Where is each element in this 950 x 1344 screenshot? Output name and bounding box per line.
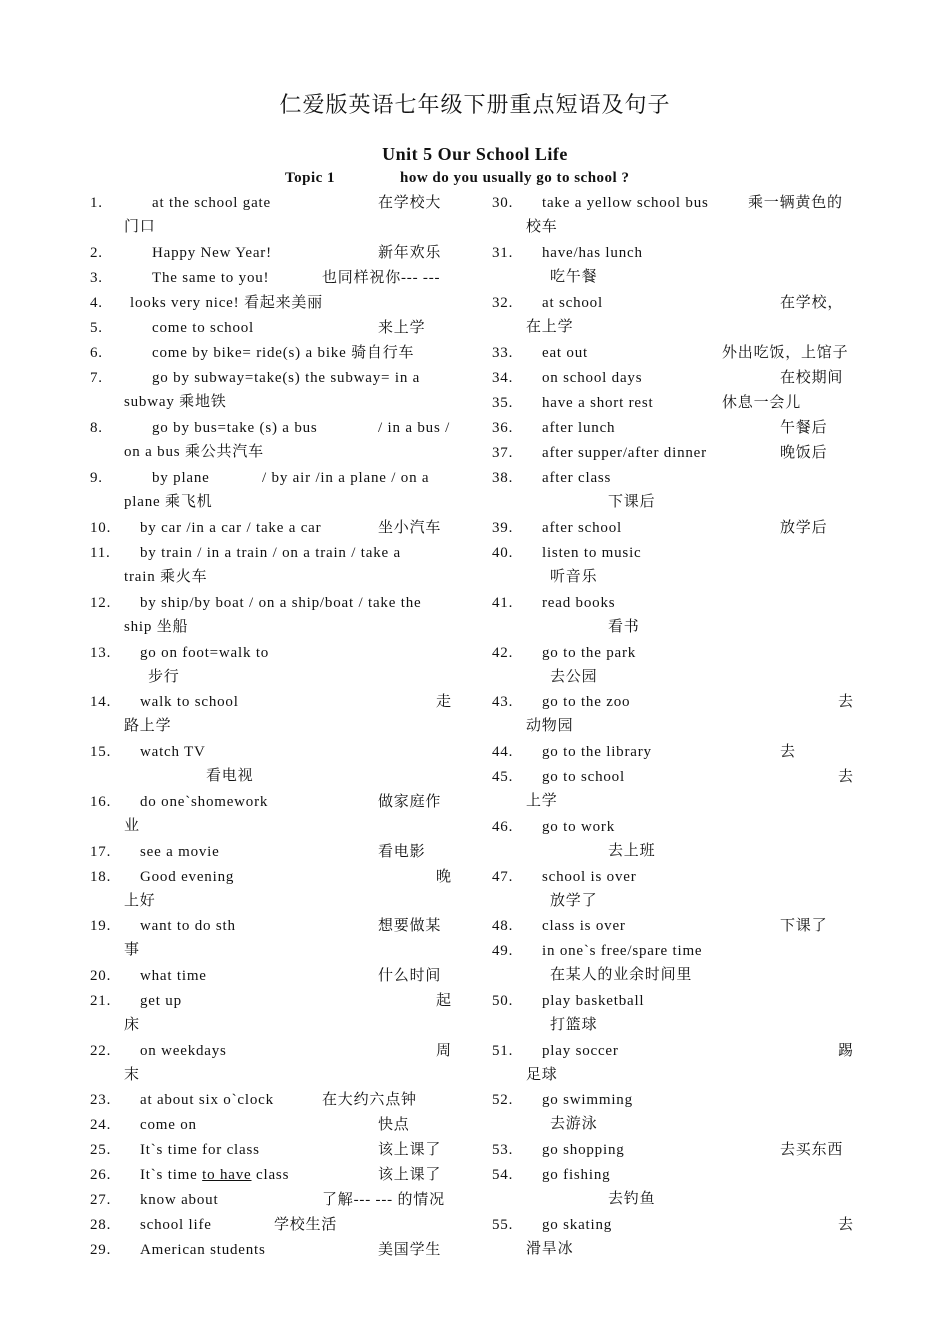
item-text: come by bike= ride(s) a bike 骑自行车: [152, 345, 415, 361]
item-number: 7.: [90, 370, 103, 386]
item-text: 了解--- --- 的情况: [322, 1192, 445, 1208]
item-text: after class: [542, 470, 612, 486]
item-continuation: 去游泳: [550, 1116, 598, 1132]
item-continuation: 去钓鱼: [608, 1191, 656, 1207]
item-text: 美国学生: [378, 1242, 442, 1258]
item-text: go skating: [542, 1217, 613, 1233]
item-continuation: 放学了: [550, 893, 598, 909]
item-number: 46.: [492, 819, 514, 835]
item-text: see a movie: [140, 844, 220, 860]
item-number: 47.: [492, 869, 514, 885]
item-text: do one`shomework: [140, 794, 269, 810]
item-text: American students: [140, 1242, 266, 1258]
item-number: 25.: [90, 1142, 112, 1158]
item-number: 18.: [90, 869, 112, 885]
item-text: want to do sth: [140, 918, 236, 934]
item-text: 来上学: [378, 320, 426, 336]
item-number: 37.: [492, 445, 514, 461]
item-text: It`s time to have class: [140, 1167, 290, 1183]
item-number: 27.: [90, 1192, 112, 1208]
item-continuation: 听音乐: [550, 569, 598, 585]
item-text: know about: [140, 1192, 219, 1208]
underlined-text: to have: [202, 1167, 252, 1183]
item-number: 26.: [90, 1167, 112, 1183]
item-text: by plane: [152, 470, 210, 486]
item-number: 44.: [492, 744, 514, 760]
item-number: 31.: [492, 245, 514, 261]
item-number: 23.: [90, 1092, 112, 1108]
item-text: 走: [436, 694, 452, 710]
item-text: 去买东西: [780, 1142, 844, 1158]
item-continuation: 校车: [526, 219, 558, 235]
item-number: 35.: [492, 395, 514, 411]
item-number: 17.: [90, 844, 112, 860]
item-number: 2.: [90, 245, 103, 261]
item-text: 去: [780, 744, 796, 760]
item-number: 15.: [90, 744, 112, 760]
item-text: go to the zoo: [542, 694, 631, 710]
item-text: have a short rest: [542, 395, 654, 411]
item-continuation: 动物园: [526, 718, 574, 734]
item-text: get up: [140, 993, 182, 1009]
item-continuation: 门口: [124, 219, 156, 235]
item-continuation: subway 乘地铁: [124, 394, 227, 410]
item-text: after school: [542, 520, 622, 536]
unit-heading: Unit 5 Our School Life: [382, 144, 568, 164]
item-text: 在校期间: [780, 370, 844, 386]
item-continuation: 路上学: [124, 718, 172, 734]
item-number: 51.: [492, 1043, 514, 1059]
item-text: after lunch: [542, 420, 616, 436]
item-text: 做家庭作: [378, 794, 442, 810]
item-number: 32.: [492, 295, 514, 311]
item-text: play soccer: [542, 1043, 619, 1059]
item-text: 踢: [838, 1043, 854, 1059]
item-text: go swimming: [542, 1092, 633, 1108]
item-continuation: ship 坐船: [124, 619, 189, 635]
item-text: by ship/by boat / on a ship/boat / take the: [140, 595, 422, 611]
item-number: 6.: [90, 345, 103, 361]
item-number: 39.: [492, 520, 514, 536]
item-text: on weekdays: [140, 1043, 227, 1059]
item-number: 54.: [492, 1167, 514, 1183]
item-text: 该上课了: [378, 1142, 442, 1158]
item-text: 晚: [436, 869, 452, 885]
item-text: It`s time for class: [140, 1142, 260, 1158]
item-number: 20.: [90, 968, 112, 984]
item-text: 去: [838, 694, 854, 710]
item-text: 周: [436, 1043, 452, 1059]
item-number: 52.: [492, 1092, 514, 1108]
item-text: go shopping: [542, 1142, 625, 1158]
item-text: 放学后: [780, 520, 828, 536]
item-text: by train / in a train / on a train / take a: [140, 545, 401, 561]
item-continuation: 下课后: [608, 494, 656, 510]
item-text: Good evening: [140, 869, 235, 885]
item-text: school life: [140, 1217, 212, 1233]
item-text: class is over: [542, 918, 626, 934]
item-number: 53.: [492, 1142, 514, 1158]
item-text: go fishing: [542, 1167, 611, 1183]
item-text: go by bus=take (s) a bus: [152, 420, 318, 436]
item-number: 22.: [90, 1043, 112, 1059]
item-continuation: 末: [124, 1067, 140, 1083]
item-number: 42.: [492, 645, 514, 661]
item-number: 50.: [492, 993, 514, 1009]
item-continuation: 上学: [526, 793, 558, 809]
item-continuation: 上好: [124, 893, 156, 909]
item-text: 在学校大: [378, 195, 442, 211]
item-text: walk to school: [140, 694, 239, 710]
item-number: 55.: [492, 1217, 514, 1233]
item-continuation: 看书: [608, 619, 640, 635]
item-text: / in a bus /: [378, 420, 451, 436]
item-number: 8.: [90, 420, 103, 436]
item-text: 下课了: [780, 918, 828, 934]
item-text: 外出吃饭，上馆子: [722, 345, 849, 361]
topic-question: how do you usually go to school ?: [400, 170, 630, 186]
item-text: 在学校，: [780, 295, 844, 311]
item-number: 4.: [90, 295, 103, 311]
item-number: 29.: [90, 1242, 112, 1258]
item-number: 5.: [90, 320, 103, 336]
item-text: 新年欢乐: [378, 245, 442, 261]
item-text: 也同样祝你--- ---: [322, 270, 441, 286]
item-continuation: 看电视: [206, 768, 254, 784]
document-title: 仁爱版英语七年级下册重点短语及句子: [279, 92, 671, 117]
item-text: take a yellow school bus: [542, 195, 709, 211]
item-number: 9.: [90, 470, 103, 486]
item-text: go to the park: [542, 645, 637, 661]
item-number: 11.: [90, 545, 111, 561]
item-text: go to school: [542, 769, 625, 785]
item-text: watch TV: [140, 744, 206, 760]
item-text: 该上课了: [378, 1167, 442, 1183]
item-text: go on foot=walk to: [140, 645, 270, 661]
item-continuation: 吃午餐: [550, 269, 598, 285]
item-text: come to school: [152, 320, 255, 336]
item-text: at school: [542, 295, 603, 311]
item-text: go to the library: [542, 744, 652, 760]
item-continuation: 床: [124, 1017, 140, 1033]
item-text: 晚饭后: [780, 445, 828, 461]
item-number: 38.: [492, 470, 514, 486]
item-number: 34.: [492, 370, 514, 386]
item-text: at the school gate: [152, 195, 271, 211]
item-number: 16.: [90, 794, 112, 810]
item-text: play basketball: [542, 993, 645, 1009]
item-text: 起: [436, 993, 452, 1009]
item-number: 14.: [90, 694, 112, 710]
item-continuation: train 乘火车: [124, 569, 208, 585]
item-text: 去: [838, 769, 854, 785]
item-number: 21.: [90, 993, 112, 1009]
item-continuation: 在上学: [526, 319, 574, 335]
item-text: 什么时间: [378, 968, 442, 984]
item-number: 33.: [492, 345, 514, 361]
item-text: 坐小汽车: [378, 520, 442, 536]
item-text: go by subway=take(s) the subway= in a: [152, 370, 421, 386]
item-text: eat out: [542, 345, 589, 361]
item-number: 40.: [492, 545, 514, 561]
item-continuation: 去上班: [608, 843, 656, 859]
item-continuation: 打篮球: [550, 1017, 598, 1033]
item-text: 乘一辆黄色的: [748, 195, 843, 211]
item-continuation: 事: [124, 942, 140, 958]
item-text: at about six o`clock: [140, 1092, 274, 1108]
item-text: 休息一会儿: [722, 395, 802, 411]
item-text: on school days: [542, 370, 643, 386]
item-continuation: 步行: [148, 669, 180, 685]
item-number: 30.: [492, 195, 514, 211]
item-text: The same to you!: [152, 270, 270, 286]
item-text: what time: [140, 968, 207, 984]
item-text: 想要做某: [378, 918, 442, 934]
item-text: have/has lunch: [542, 245, 643, 261]
item-number: 45.: [492, 769, 514, 785]
item-continuation: 在某人的业余时间里: [550, 967, 693, 983]
item-number: 43.: [492, 694, 514, 710]
item-text: go to work: [542, 819, 615, 835]
item-number: 41.: [492, 595, 514, 611]
item-number: 1.: [90, 195, 103, 211]
item-number: 49.: [492, 943, 514, 959]
item-number: 28.: [90, 1217, 112, 1233]
item-number: 3.: [90, 270, 103, 286]
item-text: school is over: [542, 869, 637, 885]
item-continuation: 业: [124, 818, 140, 834]
item-text: / by air /in a plane / on a: [262, 470, 430, 486]
topic-label: Topic 1: [285, 170, 336, 186]
item-text: in one`s free/spare time: [542, 943, 703, 959]
item-number: 36.: [492, 420, 514, 436]
item-text: 在大约六点钟: [322, 1092, 417, 1108]
item-number: 10.: [90, 520, 112, 536]
item-text: Happy New Year!: [152, 245, 272, 261]
item-text: listen to music: [542, 545, 642, 561]
item-number: 48.: [492, 918, 514, 934]
item-continuation: plane 乘飞机: [124, 494, 213, 510]
item-text: by car /in a car / take a car: [140, 520, 322, 536]
item-number: 12.: [90, 595, 112, 611]
item-number: 19.: [90, 918, 112, 934]
item-number: 24.: [90, 1117, 112, 1133]
item-continuation: 足球: [526, 1067, 558, 1083]
item-text: after supper/after dinner: [542, 445, 707, 461]
item-text: read books: [542, 595, 616, 611]
item-text: 午餐后: [780, 420, 828, 436]
item-text: come on: [140, 1117, 197, 1133]
item-continuation: 去公园: [550, 669, 598, 685]
item-text: 去: [838, 1217, 854, 1233]
item-text: 看电影: [378, 844, 426, 860]
item-number: 13.: [90, 645, 112, 661]
item-text: 学校生活: [274, 1217, 338, 1233]
item-text: 快点: [378, 1117, 410, 1133]
item-text: looks very nice! 看起来美丽: [130, 295, 323, 311]
item-continuation: on a bus 乘公共汽车: [124, 444, 264, 460]
item-continuation: 滑旱冰: [526, 1241, 574, 1257]
